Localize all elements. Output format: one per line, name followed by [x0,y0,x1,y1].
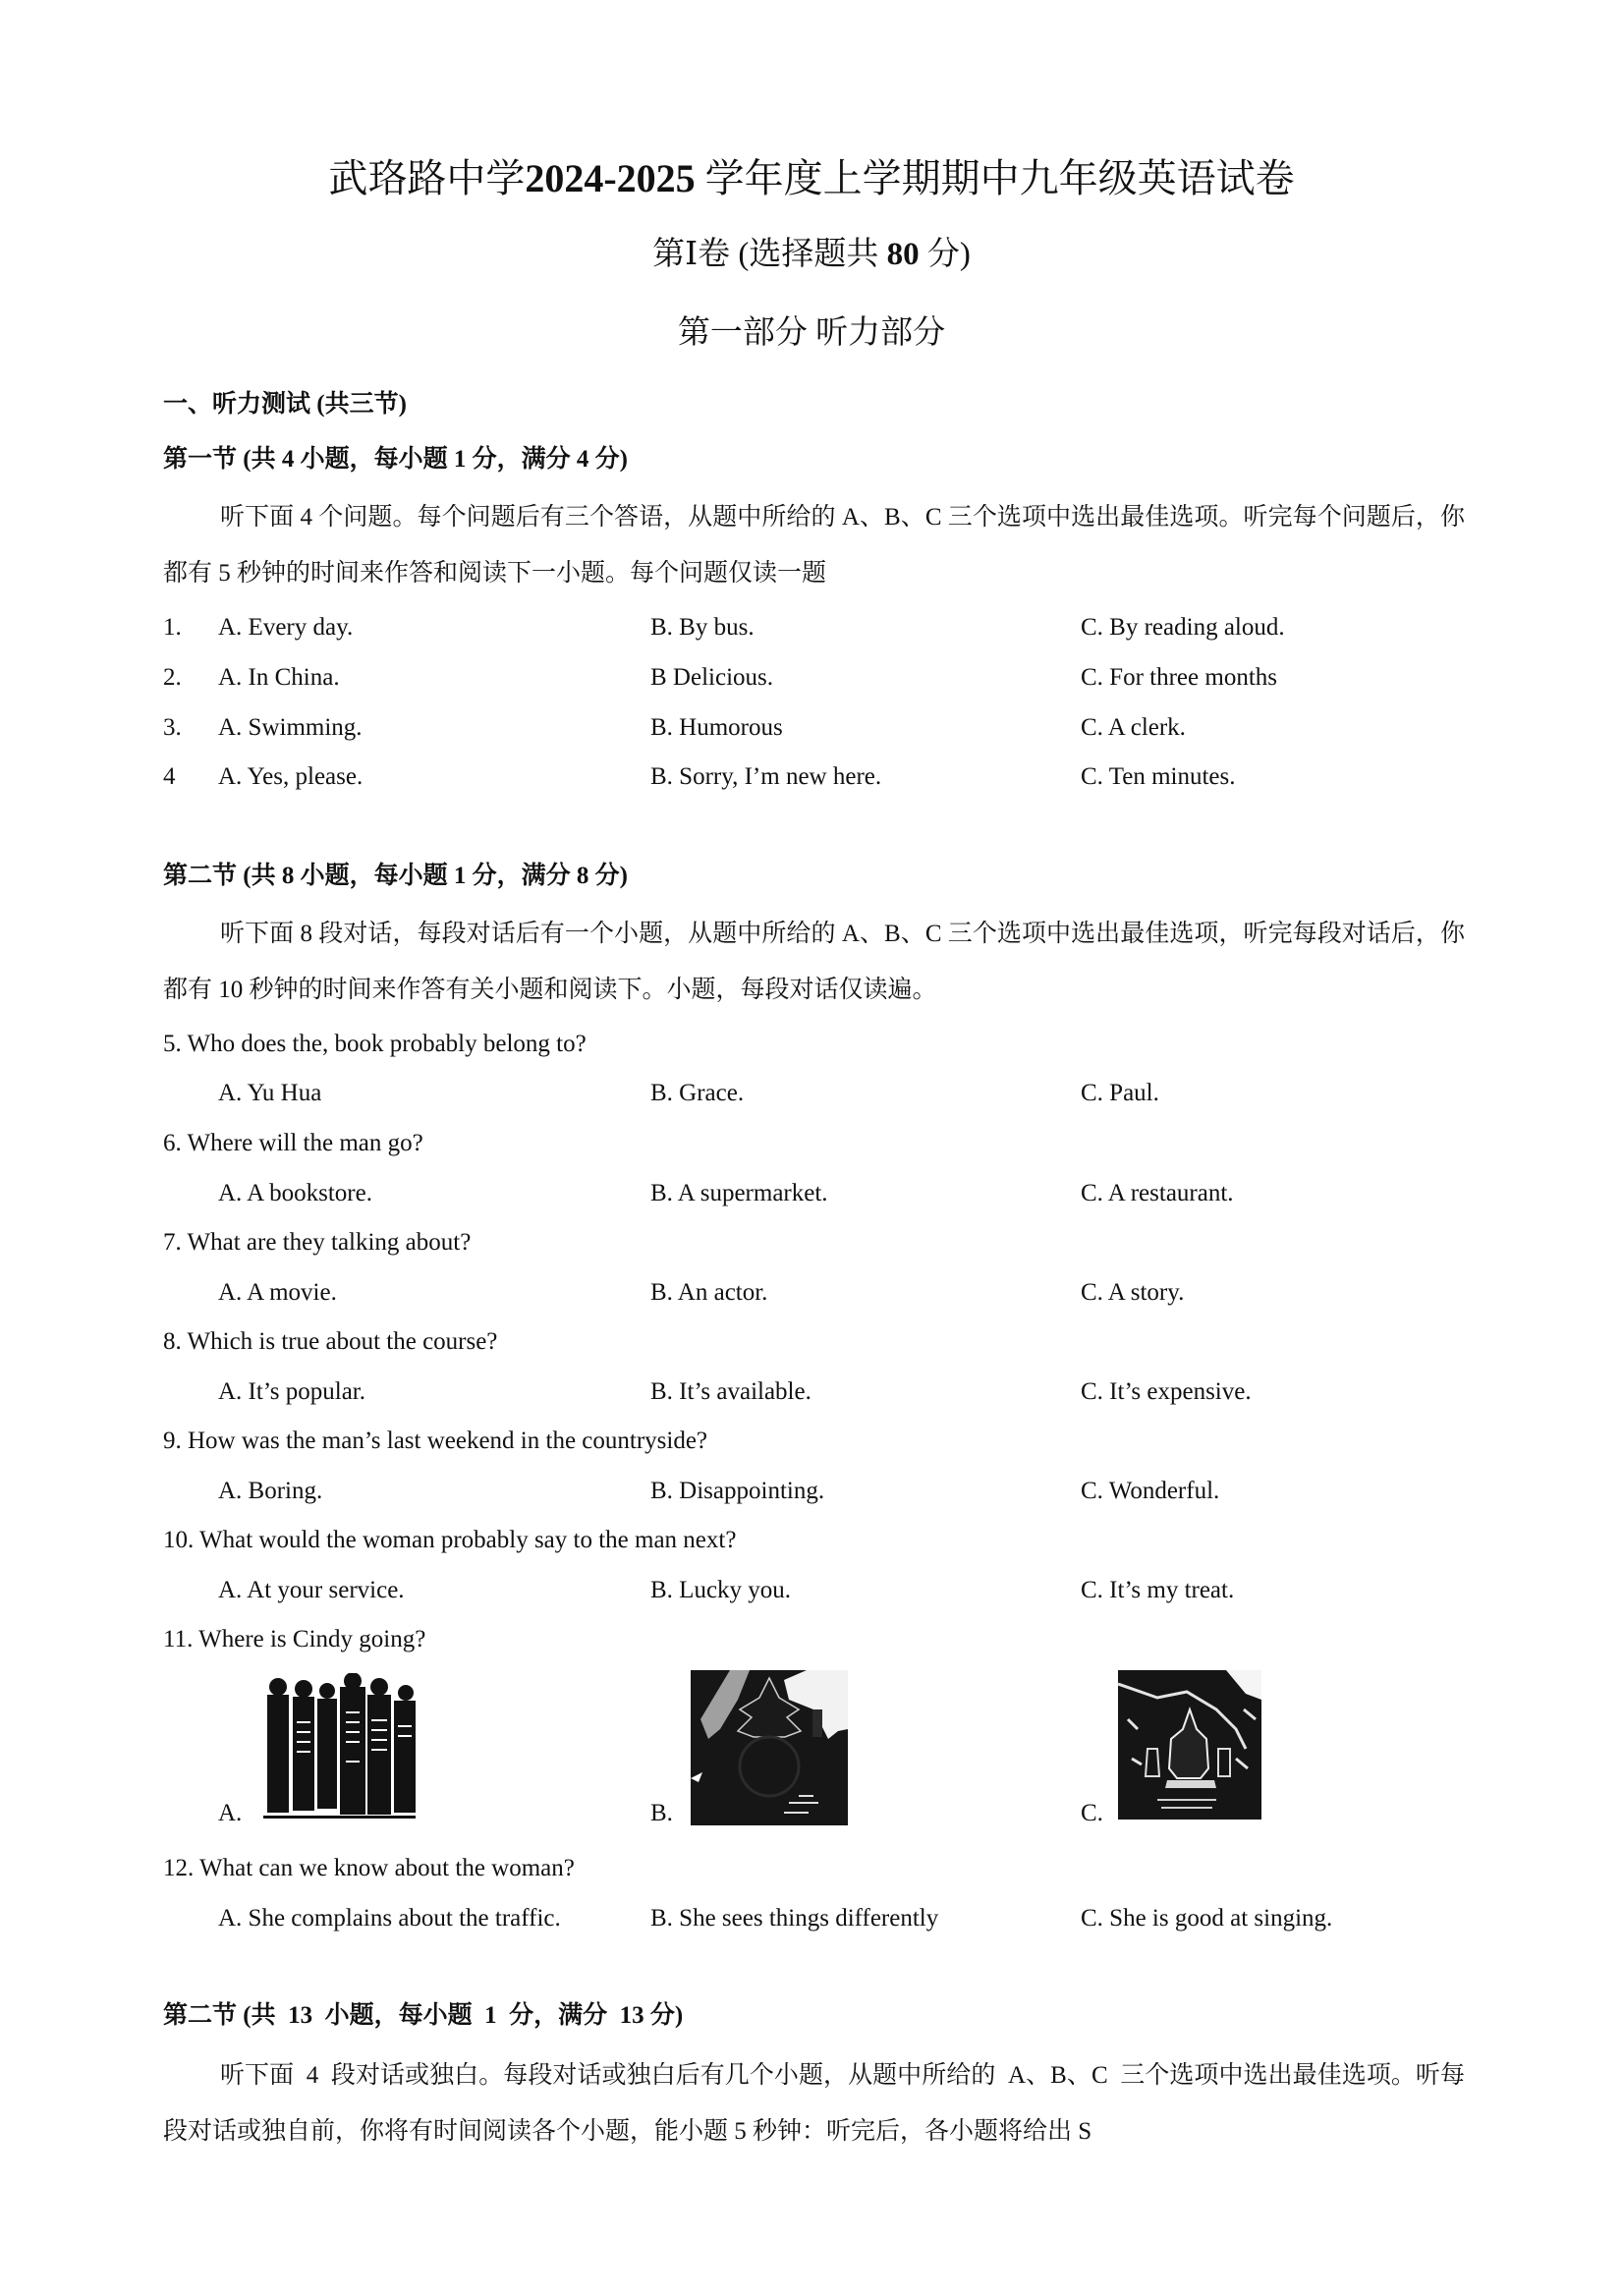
question-stem: 11. Where is Cindy going? [163,1626,426,1652]
option-b: B. By bus. [650,614,755,641]
option-a: A. She complains about the traffic. [218,1905,561,1932]
option-a: A. Yes, please. [218,763,364,790]
question-number: 2. [163,664,182,691]
picture-label-c: C. [1081,1800,1103,1826]
volume-title [0,232,1623,277]
option-b: B. An actor. [650,1279,768,1306]
picture-label-b: B. [650,1800,673,1826]
school-year: 2024-2025 [525,156,696,200]
section3-heading: 第二节 (共 13 小题，每小题 1 分，满分 13 分) [163,2002,684,2029]
section3-instructions: 听下面 4 段对话或独白。每段对话或独白后有几个小题，从题中所给的 A、B、C 三个选项中选出最佳选项。听每段对话或独自前，你将有时间阅读各个小题，能小题 5 秒钟：听完后，各小题将给出 S [163,2062,1465,2145]
option-c: C. A clerk. [1081,714,1186,741]
option-b: B. Disappointing. [650,1478,825,1504]
option-c: C. Ten minutes. [1081,763,1236,790]
option-c: C. Paul. [1081,1080,1159,1106]
grotto-buddha-icon [1118,1670,1261,1820]
option-a: A. A movie. [218,1279,337,1306]
option-c: C. A restaurant. [1081,1180,1234,1206]
option-a: A. Swimming. [218,714,363,741]
section2-heading: 第二节 (共 8 小题，每小题 1 分，满分 8 分) [163,863,628,889]
question-stem: 5. Who does the, book probably belong to? [163,1031,587,1057]
option-a: A. Every day. [218,614,354,641]
question-number: 1. [163,614,182,641]
picture-label-a: A. [218,1800,243,1826]
option-b: B. Lucky you. [650,1577,792,1603]
question-stem: 7. What are they talking about? [163,1229,472,1256]
grotto-buddha-picture [1118,1670,1261,1820]
option-b: B. It’s available. [650,1378,812,1405]
pagoda-tower-picture [691,1670,848,1825]
terracotta-warriors-icon [263,1673,416,1819]
option-a: A. It’s popular. [218,1378,365,1405]
listening-heading: 一、听力测试 (共三节) [163,391,407,418]
volume-suffix: 分) [919,237,971,272]
section1-heading: 第一节 (共 4 小题，每小题 1 分，满分 4 分) [163,446,628,473]
pagoda-tower-icon [691,1670,848,1825]
option-b: B. Sorry, I’m new here. [650,763,882,790]
part-title: 第一部分 听力部分 [677,315,946,351]
option-a: A. In China. [218,664,340,691]
section1-instructions: 听下面 4 个问题。每个问题后有三个答语，从题中所给的 A、B、C 三个选项中选出最佳选项。听完每个问题后，你都有 5 秒钟的时间来作答和阅读下一小题。每个问题仅读一题 [163,504,1465,587]
option-b: B. A supermarket. [650,1180,828,1206]
section2-instructions: 听下面 8 段对话，每段对话后有一个小题，从题中所给的 A、B、C 三个选项中选出最佳选项，听完每段对话后，你都有 10 秒钟的时间来作答有关小题和阅读下。小题，每段对话仅读遍。 [163,921,1465,1003]
option-a: A. At your service. [218,1577,405,1603]
volume-label: 第Ⅰ卷 (选择题共 [652,237,887,272]
exam-title [0,151,1623,206]
option-c: C. By reading aloud. [1081,614,1285,641]
volume-score: 80 [886,237,920,272]
question-number: 4 [163,763,176,790]
option-a: A. Boring. [218,1478,323,1504]
terracotta-warriors-picture [263,1673,416,1819]
question-stem: 12. What can we know about the woman? [163,1855,575,1881]
option-c: C. It’s expensive. [1081,1378,1252,1405]
option-b: B. Humorous [650,714,783,741]
option-c: C. A story. [1081,1279,1185,1306]
option-a: A. A bookstore. [218,1180,372,1206]
question-stem: 6. Where will the man go? [163,1130,423,1156]
option-b: B. She sees things differently [650,1905,939,1932]
option-a: A. Yu Hua [218,1080,322,1106]
school-name: 武珞路中学 [328,156,526,200]
option-c: C. She is good at singing. [1081,1905,1333,1932]
option-c: C. For three months [1081,664,1277,691]
option-b: B Delicious. [650,664,773,691]
option-c: C. It’s my treat. [1081,1577,1235,1603]
question-stem: 10. What would the woman probably say to the man next? [163,1527,737,1553]
option-b: B. Grace. [650,1080,745,1106]
exam-name: 学年度上学期期中九年级英语试卷 [695,156,1295,200]
question-number: 3. [163,714,182,741]
question-stem: 8. Which is true about the course? [163,1328,498,1355]
option-c: C. Wonderful. [1081,1478,1220,1504]
question-stem: 9. How was the man’s last weekend in the countryside? [163,1428,708,1454]
